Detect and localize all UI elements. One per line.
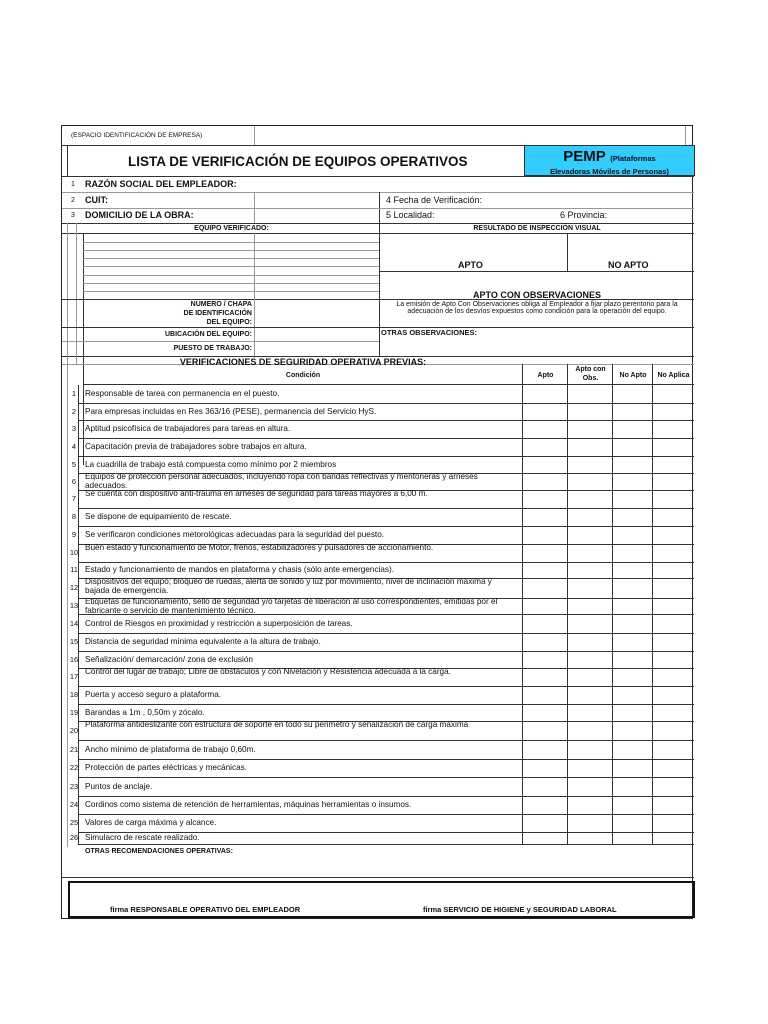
checkbox-no-apto[interactable] [612,759,652,777]
table-row [67,420,694,438]
checkbox-no-aplica[interactable] [652,562,694,578]
checkbox-no-aplica[interactable] [652,814,694,832]
checkbox-apto-obs[interactable] [567,403,612,420]
fecha-label: 4 Fecha de Verificación: [386,195,483,205]
checkbox-apto[interactable] [522,544,567,562]
checkbox-no-apto[interactable] [612,438,652,456]
checkbox-apto-obs[interactable] [567,508,612,526]
number-divider [78,456,79,473]
checkbox-no-apto[interactable] [612,526,652,544]
checkbox-no-aplica[interactable] [652,796,694,814]
item-condition: Se cuenta con dispositivo anti-trauma en arneses de seguridad para tareas mayores a 6,00 m. [85,489,428,498]
item-number: 2 [71,406,77,416]
checkbox-no-aplica[interactable] [652,668,694,686]
item-condition: Ancho mínimo de plataforma de trabajo 0,60m. [85,744,256,754]
item-condition: Cordinos como sistema de retención de herramientas, máquinas herramientas o insumos. [85,800,412,809]
checkbox-no-apto[interactable] [612,832,652,844]
checkbox-no-apto[interactable] [612,777,652,796]
checkbox-no-apto[interactable] [612,420,652,438]
checkbox-apto[interactable] [522,403,567,420]
table-row [67,614,694,633]
item-number: 11 [70,565,78,574]
checkbox-no-apto[interactable] [612,814,652,832]
razon-social-label: RAZÓN SOCIAL DEL EMPLEADOR: [85,179,237,189]
checkbox-no-apto[interactable] [612,562,652,578]
item-number: 3 [71,424,77,433]
checkbox-apto-obs[interactable] [567,598,612,614]
item-condition: Control del lugar de trabajo; Libre de obstáculos y con Nivelación y Resistencia adecuada a la carga. [85,667,451,676]
number-divider [78,614,79,633]
item-condition: Barandas a 1m , 0,50m y zócalo. [85,707,205,717]
checkbox-apto-obs[interactable] [567,562,612,578]
item-number: 18 [69,690,79,699]
item-number: 21 [69,744,79,754]
item-number: 17 [69,672,79,681]
checkbox-apto-obs[interactable] [567,814,612,832]
checkbox-apto[interactable] [522,508,567,526]
checkbox-no-aplica[interactable] [652,473,694,490]
table-row [67,562,694,578]
table-row [67,456,694,473]
checkbox-apto-obs[interactable] [567,614,612,633]
item-condition: Etiquetas de funcionamiento, sello de seguridad y/o tarjetas de liberación al uso correspondientes, emitidas por el fabricante o servicio de mantenimiento técnico. [85,597,498,615]
number-divider [78,544,79,562]
number-divider [78,526,79,544]
col-no-aplica: No Aplica [657,372,690,379]
checkbox-no-aplica[interactable] [652,420,694,438]
cuit-label: CUIT: [85,195,108,205]
checkbox-no-apto[interactable] [612,403,652,420]
checkbox-no-apto[interactable] [612,544,652,562]
number-divider [78,578,79,598]
checkbox-apto-obs[interactable] [567,777,612,796]
checkbox-no-apto[interactable] [612,796,652,814]
checkbox-apto[interactable] [522,814,567,832]
item-condition: Puerta y acceso seguro a plataforma. [85,690,222,699]
signature-right[interactable]: firma SERVICIO DE HIGIENE y SEGURIDAD LABORAL [423,905,617,914]
checkbox-apto[interactable] [522,832,567,844]
item-condition: Dispositivos del equipo; bloqueo de ruedas, alerta de sonido y luz por movimiento, nivel de inclinación máxima y bajada de emergencia. [85,577,492,595]
table-row [67,438,694,456]
checkbox-apto-obs[interactable] [567,686,612,704]
number-divider [78,420,79,438]
item-condition: Equipos de protección personal adecuados, incluyendo ropa con bandas reflectivas y mentoneras y arneses adecuados. [85,472,478,490]
pemp-paren: (Plataformas [610,154,656,163]
item-condition: Puntos de anclaje. [85,781,153,791]
checkbox-no-apto[interactable] [612,578,652,598]
checklist-form [61,125,693,919]
checkbox-no-aplica[interactable] [652,526,694,544]
col-no-apto: No Apto [619,372,647,379]
number-divider [78,686,79,704]
table-row [67,578,694,598]
field-number-2: 2 [71,197,75,204]
col-apto-obs-line-1: Apto con [575,366,606,373]
item-condition: La cuadrilla de trabajo está compuesta como mínimo por 2 miembros [85,459,337,469]
number-divider [78,777,79,796]
checkbox-apto[interactable] [522,759,567,777]
table-row [67,832,694,844]
item-condition: Se dispone de equipamiento de rescate. [85,512,232,521]
ubicacion-label: UBICACIÓN DEL EQUIPO: [165,331,252,338]
item-condition: Estado y funcionamiento de mandos en plataforma y chasis (sólo ante emergencias). [85,565,395,574]
item-condition: Señalización/ demarcación/ zona de exclusión [85,654,253,664]
table-row [67,796,694,814]
checkbox-apto[interactable] [522,740,567,759]
item-number: 22 [69,763,79,772]
checkbox-apto[interactable] [522,777,567,796]
checkbox-apto[interactable] [522,651,567,668]
checkbox-apto-obs[interactable] [567,668,612,686]
checkbox-no-apto[interactable] [612,508,652,526]
number-divider [78,814,79,832]
checkbox-no-aplica[interactable] [652,759,694,777]
number-divider [78,740,79,759]
number-divider [78,473,79,490]
checkbox-no-aplica[interactable] [652,832,694,844]
checkbox-no-aplica[interactable] [652,614,694,633]
number-divider [78,759,79,777]
checkbox-apto[interactable] [522,438,567,456]
checkbox-no-aplica[interactable] [652,403,694,420]
checkbox-no-aplica[interactable] [652,721,694,740]
table-row [67,598,694,614]
number-divider [78,508,79,526]
number-divider [78,633,79,651]
field-number-1: 1 [71,181,75,188]
table-row [67,473,694,490]
checkbox-no-apto[interactable] [612,651,652,668]
checkbox-no-apto[interactable] [612,668,652,686]
col-apto-obs-line-2: Obs. [582,375,599,382]
table-row [67,704,694,721]
number-divider [78,668,79,686]
checkbox-apto-obs[interactable] [567,420,612,438]
checkbox-no-aplica[interactable] [652,686,694,704]
table-row [67,526,694,544]
checkbox-no-aplica[interactable] [652,777,694,796]
item-condition: Simulacro de rescate realizado. [85,833,200,842]
table-row [67,777,694,796]
table-row [67,385,694,403]
checkbox-apto-obs[interactable] [567,740,612,759]
item-number: 5 [71,459,77,469]
checkbox-apto[interactable] [522,704,567,721]
checkbox-no-apto[interactable] [612,686,652,704]
checkbox-no-apto[interactable] [612,473,652,490]
domicilio-label: DOMICILIO DE LA OBRA: [85,210,194,220]
checkbox-no-aplica[interactable] [652,651,694,668]
item-condition: Distancia de seguridad mínima equivalente a la altura de trabajo. [85,637,321,646]
table-row [67,759,694,777]
table-row [67,403,694,420]
item-condition: Valores de carga máxima y alcance. [85,818,217,827]
table-row [67,740,694,759]
signature-left[interactable]: firma RESPONSABLE OPERATIVO DEL EMPLEADOR [110,905,301,914]
number-divider [78,704,79,721]
checkbox-no-apto[interactable] [612,385,652,403]
item-number: 26 [69,833,79,842]
checkbox-apto[interactable] [522,385,567,403]
field-number-3: 3 [71,212,75,219]
checkbox-apto-obs[interactable] [567,544,612,562]
checkbox-no-aplica[interactable] [652,544,694,562]
checkbox-no-aplica[interactable] [652,740,694,759]
checkbox-no-aplica[interactable] [652,438,694,456]
checkbox-no-apto[interactable] [612,740,652,759]
checkbox-apto[interactable] [522,598,567,614]
checkbox-apto[interactable] [522,526,567,544]
table-row [67,544,694,562]
apto-con-observaciones-option[interactable]: APTO CON OBSERVACIONES [472,290,602,300]
checkbox-apto-obs[interactable] [567,526,612,544]
otras-recomendaciones-label: OTRAS RECOMENDACIONES OPERATIVAS: [85,848,233,855]
item-condition: Se verificaron condiciones metorológicas adecuadas para la seguridad del puesto. [85,530,385,539]
emision-note: La emisión de Apto Con Observaciones obliga al Empleador a fijar plazo perentorio para la adecuación de los desvíos expuestos como condición para la operación del equipo. [396,301,678,316]
checkbox-no-aplica[interactable] [652,704,694,721]
checkbox-apto[interactable] [522,633,567,651]
item-number: 23 [69,781,79,791]
number-divider [78,832,79,844]
number-divider [78,385,79,403]
number-divider [78,562,79,578]
table-row [67,651,694,668]
checkbox-no-aplica[interactable] [652,578,694,598]
provincia-label: 6 Provincia: [560,210,608,220]
checkbox-no-apto[interactable] [612,704,652,721]
checkbox-apto[interactable] [522,796,567,814]
checkbox-apto-obs[interactable] [567,759,612,777]
item-condition: Buen estado y funcionamiento de Motor, frenos, estabilizadores y pulsadores de accionamiento. [85,543,434,552]
item-number: 20 [69,725,79,735]
checkbox-no-aplica[interactable] [652,490,694,508]
checkbox-apto[interactable] [522,578,567,598]
checkbox-apto-obs[interactable] [567,832,612,844]
checkbox-apto-obs[interactable] [567,721,612,740]
checkbox-no-aplica[interactable] [652,385,694,403]
item-number: 25 [69,818,79,827]
pemp-sub: Elevadoras Móviles de Personas) [550,167,669,176]
checkbox-apto-obs[interactable] [567,651,612,668]
table-row [67,721,694,740]
checkbox-apto-obs[interactable] [567,796,612,814]
item-number: 6 [71,476,77,486]
item-condition: Control de Riesgos en proximidad y restricción a superposición de tareas. [85,618,353,628]
checkbox-apto[interactable] [522,490,567,508]
no-apto-option[interactable]: NO APTO [608,260,649,270]
page-title: LISTA DE VERIFICACIÓN DE EQUIPOS OPERATIVOS [128,154,468,169]
checkbox-no-aplica[interactable] [652,598,694,614]
company-space-label: (ESPACIO IDENTIFICACIÓN DE EMPRESA) [71,132,203,139]
checkbox-apto[interactable] [522,686,567,704]
table-row [67,668,694,686]
item-condition: Protección de partes eléctricas y mecánicas. [85,763,248,772]
item-number: 10 [69,548,79,557]
table-row [67,814,694,832]
checkbox-apto-obs[interactable] [567,633,612,651]
pemp-main: PEMP [563,148,606,165]
item-number: 12 [69,583,79,592]
checkbox-no-apto[interactable] [612,456,652,473]
checkbox-apto[interactable] [522,420,567,438]
table-row [67,508,694,526]
checkbox-no-aplica[interactable] [652,456,694,473]
number-divider [78,403,79,420]
checkbox-apto-obs[interactable] [567,473,612,490]
checkbox-apto[interactable] [522,562,567,578]
number-divider [78,598,79,614]
checkbox-apto-obs[interactable] [567,456,612,473]
checkbox-apto[interactable] [522,668,567,686]
item-condition: Para empresas incluidas en Res 363/16 (PESE), permanencia del Servicio HyS. [85,406,377,416]
pemp-badge [524,145,695,176]
item-number: 7 [71,494,77,503]
checkbox-apto-obs[interactable] [567,490,612,508]
checkbox-no-apto[interactable] [612,633,652,651]
table-row [67,686,694,704]
puesto-trabajo-label: PUESTO DE TRABAJO: [173,345,252,352]
item-number: 1 [71,389,77,398]
checkbox-no-aplica[interactable] [652,633,694,651]
item-condition: Aptitud psicofísica de trabajadores para tareas en altura. [85,424,291,433]
item-number: 9 [71,530,77,539]
checkbox-apto-obs[interactable] [567,704,612,721]
checkbox-no-apto[interactable] [612,614,652,633]
item-number: 15 [69,637,79,646]
localidad-label: 5 Localidad: [386,210,435,220]
item-number: 13 [69,601,79,610]
resultado-inspeccion-label: RESULTADO DE INSPECCIÓN VISUAL [473,225,601,232]
row-divider [78,844,694,845]
checkbox-apto[interactable] [522,721,567,740]
item-number: 14 [69,618,79,628]
item-condition: Responsable de tarea con permanencia en el puesto. [85,389,280,398]
checkbox-apto-obs[interactable] [567,438,612,456]
col-condicion: Condición [285,372,321,379]
item-condition: Capacitación previa de trabajadores sobre trabajos en altura. [85,442,307,451]
number-divider [78,490,79,508]
item-number: 16 [69,654,79,664]
table-row [67,490,694,508]
item-number: 19 [69,707,79,717]
table-row [67,633,694,651]
checkbox-apto[interactable] [522,473,567,490]
checkbox-apto[interactable] [522,456,567,473]
checkbox-no-apto[interactable] [612,490,652,508]
item-number: 4 [71,442,77,451]
item-condition: Plataforma antideslizante con estructura de soporte en todo su perimetro y señalización de carga máxima [85,720,469,729]
number-divider [78,796,79,814]
item-number: 24 [69,800,79,809]
number-divider [78,438,79,456]
numero-chapa-line-1: NÚMERO / CHAPA [190,301,252,308]
equipo-verificado-label: EQUIPO VERIFICADO: [194,225,269,232]
otras-observaciones-label: OTRAS OBSERVACIONES: [381,328,477,337]
number-divider [78,651,79,668]
number-divider [78,721,79,740]
checkbox-no-apto[interactable] [612,721,652,740]
verificaciones-title: VERIFICACIONES DE SEGURIDAD OPERATIVA PREVIAS: [179,357,427,367]
checkbox-apto-obs[interactable] [567,385,612,403]
numero-chapa-line-2: DE IDENTIFICACIÓN [183,310,252,317]
checkbox-no-apto[interactable] [612,598,652,614]
col-apto: Apto [537,372,554,379]
checkbox-apto[interactable] [522,614,567,633]
checkbox-apto-obs[interactable] [567,578,612,598]
apto-option[interactable]: APTO [458,260,483,270]
numero-chapa-line-3: DEL EQUIPO: [206,319,252,326]
item-number: 8 [71,512,77,521]
checkbox-no-aplica[interactable] [652,508,694,526]
